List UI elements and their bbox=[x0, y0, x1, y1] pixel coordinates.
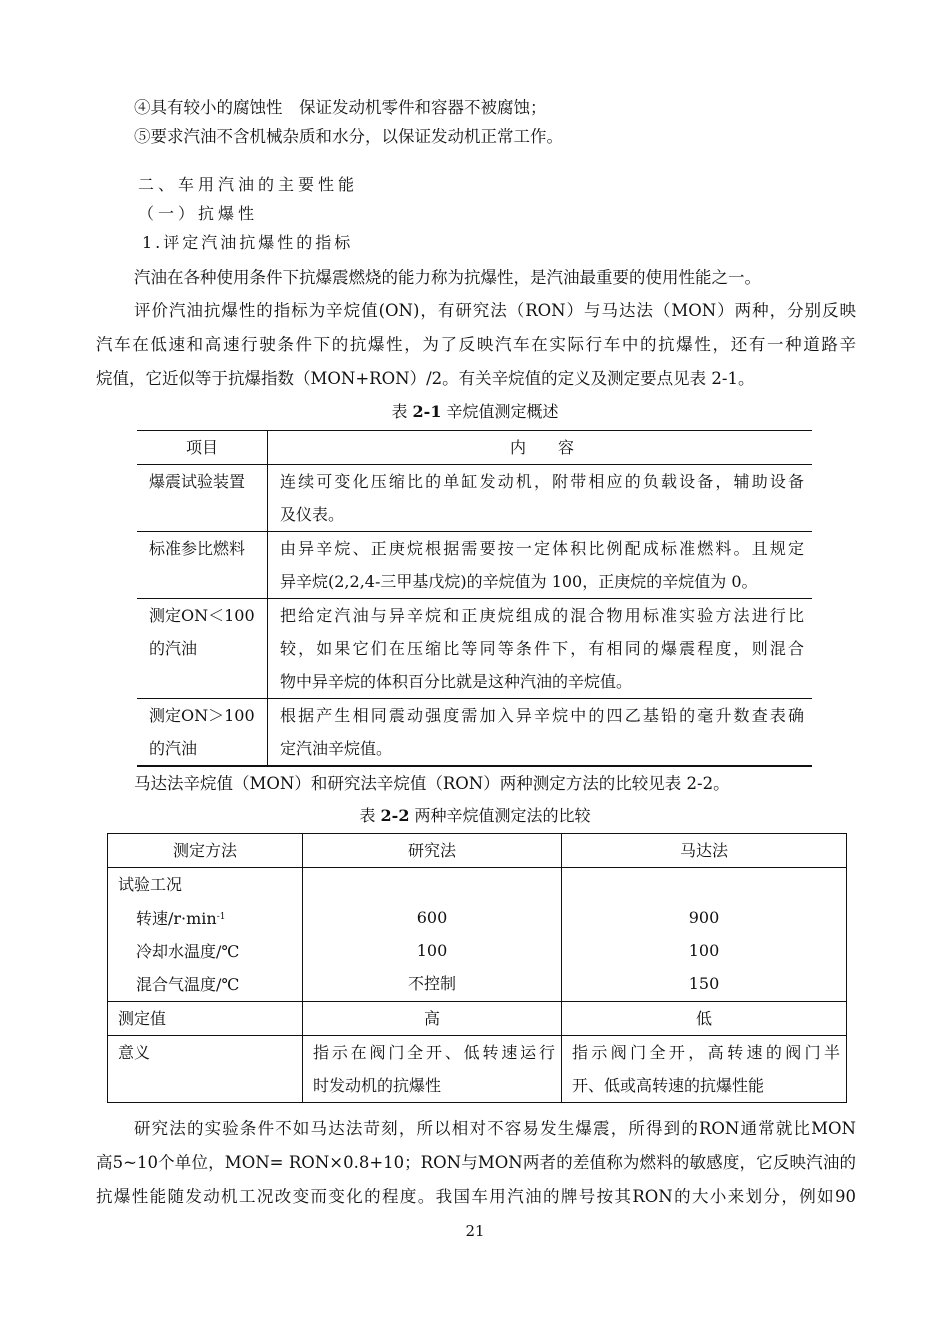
paragraph-2-line-2: 汽车在低速和高速行驶条件下的抗爆性，为了反映汽车在实际行车中的抗爆性，还有一种道路辛 bbox=[96, 335, 856, 354]
table-cell-item: 测定ON＜100 的汽油 bbox=[137, 599, 268, 699]
table-header-content: 内 容 bbox=[268, 431, 813, 465]
table-row bbox=[137, 465, 812, 532]
table-cell-measured-motor: 低 bbox=[562, 1002, 847, 1036]
table-cell-meaning-research: 指示在阀门全开、低转速运行 时发动机的抗爆性 bbox=[303, 1036, 562, 1103]
table-row bbox=[137, 431, 812, 465]
paragraph-3-line-2: 高5~10个单位，MON= RON×0.8+10；RON与MON两者的差值称为燃料的敏感度，它反映汽油的 bbox=[96, 1153, 856, 1172]
table-row bbox=[108, 868, 847, 1002]
table-row bbox=[108, 834, 847, 868]
table-cell-item: 测定ON＞100 的汽油 bbox=[137, 699, 268, 767]
table-cell-conditions: 试验工况 转速$/r\cdot\min^{-1}$ 冷却水温度/℃ 混合气温度/℃ bbox=[108, 868, 303, 1002]
list-item-5: ⑤要求汽油不含机械杂质和水分，以保证发动机正常工作。 bbox=[134, 127, 563, 146]
caption-number: 2-1 bbox=[412, 402, 442, 421]
list-item-4: ④具有较小的腐蚀性 保证发动机零件和容器不被腐蚀； bbox=[134, 98, 547, 117]
between-text: 马达法辛烷值（MON）和研究法辛烷值（RON）两种测定方法的比较见表 2-2。 bbox=[134, 774, 730, 793]
paragraph-3-line-1: 研究法的实验条件不如马达法苛刻，所以相对不容易发生爆震，所得到的RON通常就比MON bbox=[134, 1119, 856, 1138]
table-header-motor: 马达法 bbox=[562, 834, 847, 868]
table-cell-motor-values: 900 100 150 bbox=[562, 868, 847, 1002]
table-cell-item: 爆震试验装置 bbox=[137, 465, 268, 532]
table-1-caption bbox=[0, 401, 950, 423]
caption-text: 两种辛烷值测定法的比较 bbox=[414, 806, 591, 825]
table-cell-content: 由异辛烷、正庚烷根据需要按一定体积比例配成标准燃料。且规定 异辛烷(2,2,4-三甲基戊烷)的辛烷值为 100，正庚烷的辛烷值为 0。 bbox=[268, 532, 813, 599]
table-row bbox=[137, 599, 812, 699]
subsection-title: （一）抗爆性 bbox=[138, 204, 259, 223]
table-cell-meaning-label: 意义 bbox=[108, 1036, 303, 1103]
caption-number: 2-2 bbox=[380, 806, 410, 825]
table-cell-measured-label: 测定值 bbox=[108, 1002, 303, 1036]
paragraph-2-line-3: 烷值，它近似等于抗爆指数（MON+RON）/2。有关辛烷值的定义及测定要点见表 2-1。 bbox=[96, 369, 755, 388]
subsubsection-title: 1.评定汽油抗爆性的指标 bbox=[142, 233, 354, 252]
table-cell-research-values: 600 100 不控制 bbox=[303, 868, 562, 1002]
table-row bbox=[137, 532, 812, 599]
paragraph-1: 汽油在各种使用条件下抗爆震燃烧的能力称为抗爆性，是汽油最重要的使用性能之一。 bbox=[134, 268, 761, 287]
table-cell-content: 根据产生相同震动强度需加入异辛烷中的四乙基铅的毫升数查表确 定汽油辛烷值。 bbox=[280, 706, 804, 758]
paragraph-3-line-3: 抗爆性能随发动机工况改变而变化的程度。我国车用汽油的牌号按其RON的大小来划分，例如90 bbox=[96, 1187, 856, 1206]
table-row bbox=[108, 1036, 847, 1103]
table-cell-measured-research: 高 bbox=[303, 1002, 562, 1036]
table-row bbox=[108, 1002, 847, 1036]
table-cell-content: 把给定汽油与异辛烷和正庚烷组成的混合物用标准实验方法进行比 较，如果它们在压缩比等同等条件下，有相同的爆震程度，则混合 物中异辛烷的体积百分比就是这种汽油的辛烷值。 bbox=[268, 599, 813, 699]
caption-prefix: 表 bbox=[391, 402, 408, 421]
table-1 bbox=[137, 430, 812, 767]
section-title: 二、车用汽油的主要性能 bbox=[138, 175, 359, 194]
caption-prefix: 表 bbox=[359, 806, 376, 825]
table-2 bbox=[107, 833, 847, 1103]
table-cell-meaning-motor: 指示阀门全开，高转速的阀门半 开、低或高转速的抗爆性能 bbox=[562, 1036, 847, 1103]
table-2-caption bbox=[0, 805, 950, 827]
table-cell-item: 标准参比燃料 bbox=[137, 532, 268, 599]
table-header-method: 测定方法 bbox=[108, 834, 303, 868]
table-header-research: 研究法 bbox=[303, 834, 562, 868]
page-number: 21 bbox=[465, 1222, 485, 1240]
caption-text: 辛烷值测定概述 bbox=[446, 402, 559, 421]
table-header-item: 项目 bbox=[137, 431, 268, 465]
table-cell-content: 连续可变化压缩比的单缸发动机，附带相应的负载设备，辅助设备 及仪表。 bbox=[268, 465, 813, 532]
table-row bbox=[137, 699, 812, 767]
paragraph-2-line-1: 评价汽油抗爆性的指标为辛烷值(ON)，有研究法（RON）与马达法（MON）两种，分别反映 bbox=[134, 301, 856, 320]
